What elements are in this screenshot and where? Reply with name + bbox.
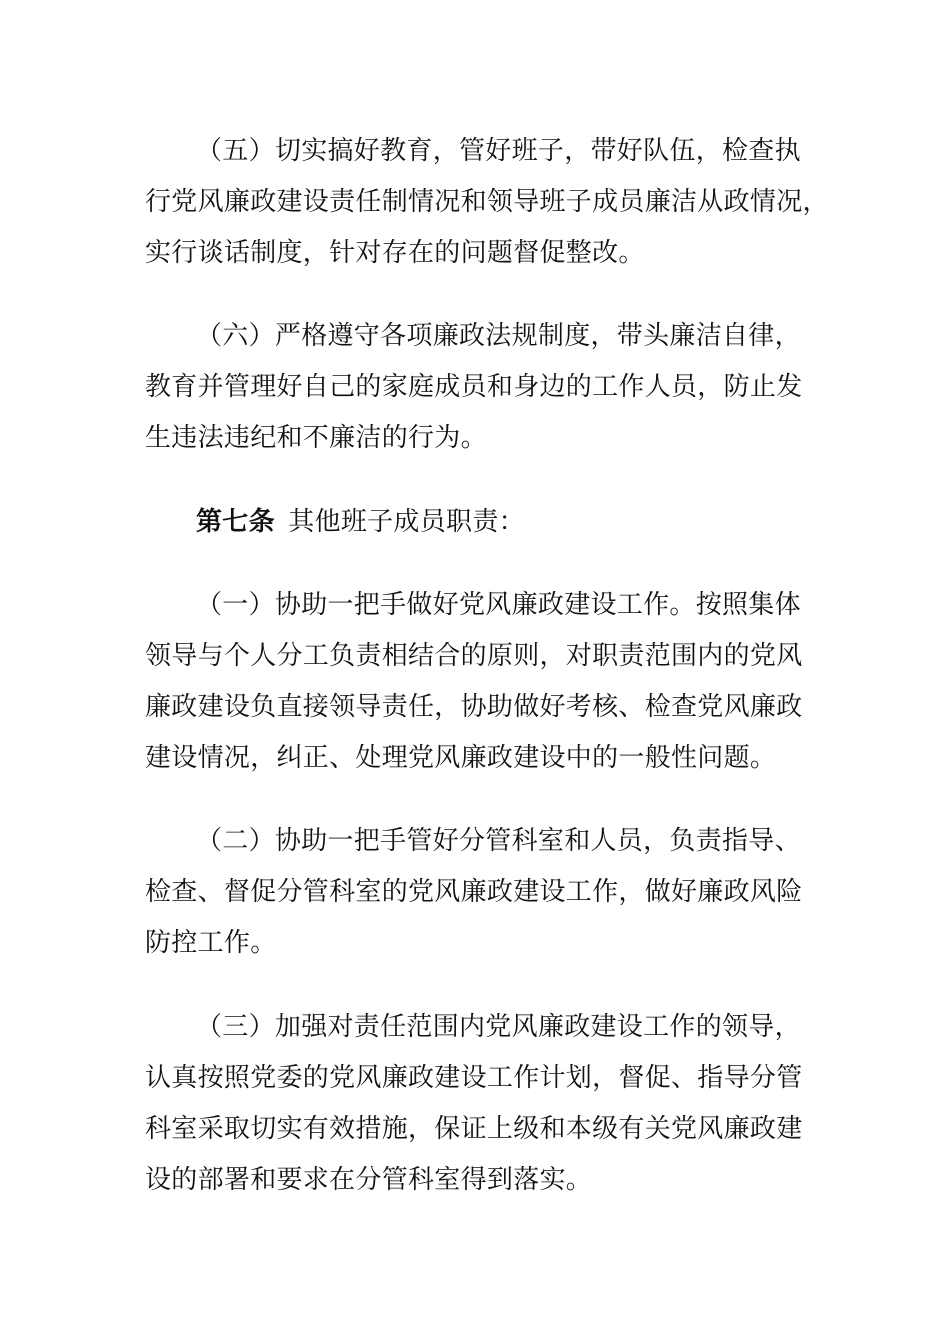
text-line: （三）加强对责任范围内党风廉政建设工作的领导， bbox=[196, 1012, 801, 1042]
paragraph-item-1 bbox=[145, 580, 810, 784]
text-line: 实行谈话制度，针对存在的问题督促整改。 bbox=[145, 238, 645, 268]
text-line: 检查、督促分管科室的党风廉政建设工作，做好廉政风险 bbox=[145, 877, 803, 907]
text-line bbox=[145, 497, 810, 548]
text-line: 认真按照党委的党风廉政建设工作计划，督促、指导分管 bbox=[145, 1063, 803, 1093]
text-line: 教育并管理好自己的家庭成员和身边的工作人员，防止发 bbox=[145, 372, 803, 402]
text-line: 防控工作。 bbox=[145, 928, 277, 958]
text-line: 建设情况，纠正、处理党风廉政建设中的一般性问题。 bbox=[145, 743, 777, 773]
paragraph-item-2 bbox=[145, 816, 810, 969]
text-line: 领导与个人分工负责相结合的原则，对职责范围内的党风 bbox=[145, 641, 803, 671]
text-line: 行党风廉政建设责任制情况和领导班子成员廉洁从政情况， bbox=[145, 187, 829, 217]
article-title: 其他班子成员职责： bbox=[288, 507, 525, 537]
text-line: （六）严格遵守各项廉政法规制度，带头廉洁自律， bbox=[196, 321, 801, 351]
text-line: （二）协助一把手管好分管科室和人员，负责指导、 bbox=[196, 826, 801, 856]
article-heading bbox=[145, 497, 810, 548]
text-line: 设的部署和要求在分管科室得到落实。 bbox=[145, 1165, 593, 1195]
paragraph-item-6 bbox=[145, 311, 810, 464]
text-line: 科室采取切实有效措施，保证上级和本级有关党风廉政建 bbox=[145, 1114, 803, 1144]
paragraph-item-3 bbox=[145, 1002, 810, 1206]
article-number: 第七条 bbox=[196, 507, 275, 537]
text-line: （一）协助一把手做好党风廉政建设工作。按照集体 bbox=[196, 590, 801, 620]
text-line: 廉政建设负直接领导责任，协助做好考核、检查党风廉政 bbox=[145, 692, 803, 722]
text-line: （五）切实搞好教育，管好班子，带好队伍，检查执 bbox=[196, 136, 801, 166]
paragraph-item-5 bbox=[145, 126, 829, 279]
text-line: 生违法违纪和不廉洁的行为。 bbox=[145, 423, 487, 453]
